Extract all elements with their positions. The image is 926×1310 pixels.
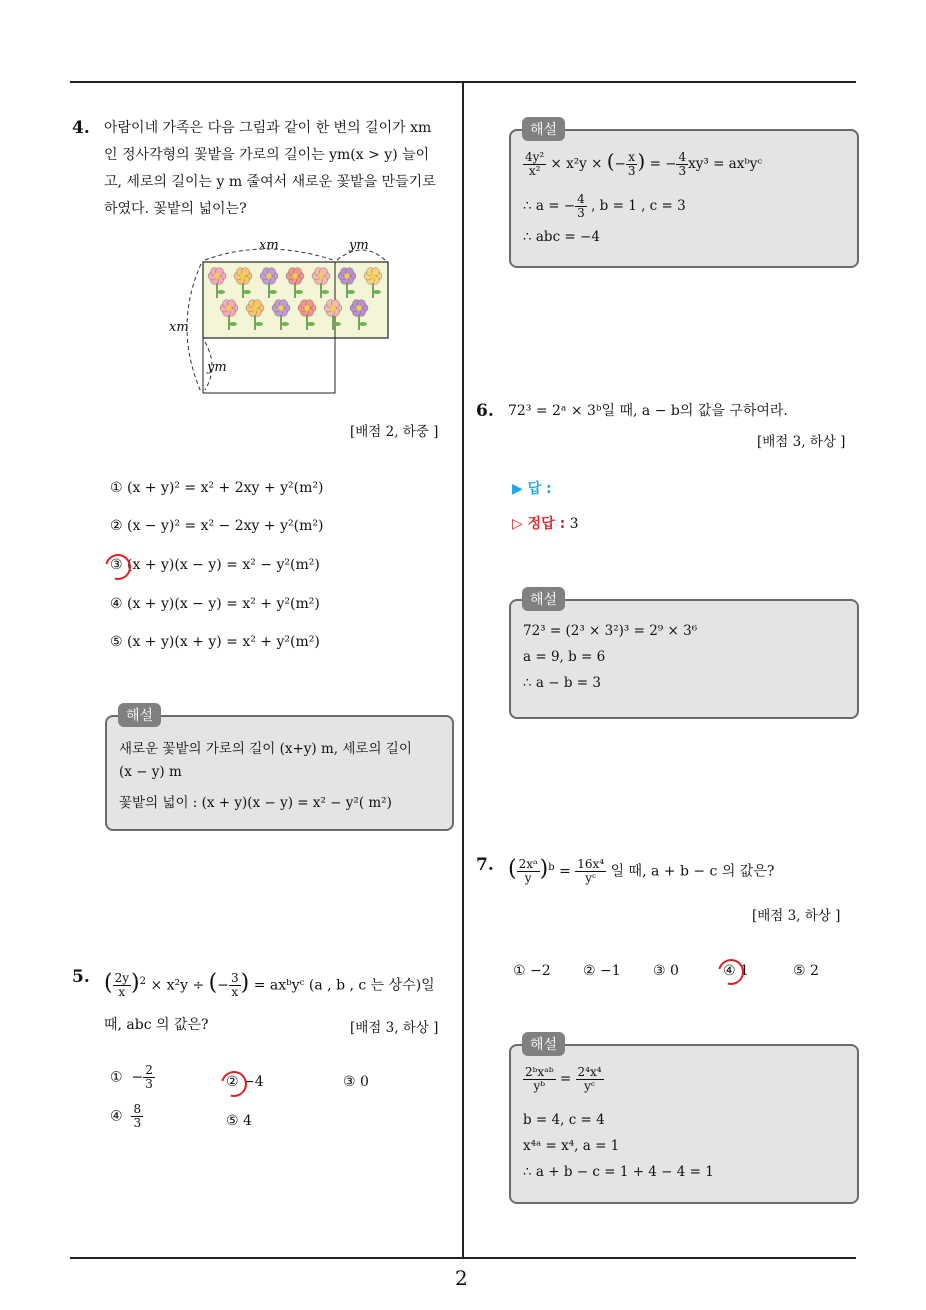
q5sol-l2-den: 3 [577, 206, 585, 220]
q4-option-5[interactable]: ⑤ (x + y)(x + y) = x² + y²(m²) [110, 634, 320, 650]
q5sol-tail: xy³ = axᵇyᶜ [688, 156, 763, 172]
fig-ym-bottom-label: ym [207, 360, 227, 375]
q5-option-3[interactable]: ③ 0 [343, 1074, 369, 1090]
q7-number: 7. [476, 855, 494, 875]
q5-opt4-num: 8 [133, 1102, 142, 1116]
q4-sol-line-2: (x − y) m [119, 764, 182, 780]
q7sol-frac2-den: yᶜ [584, 1079, 596, 1093]
q5-opt4-den: 3 [133, 1116, 142, 1130]
q7-frac1-den: y [524, 871, 532, 886]
q5-frac1-den: x [118, 985, 126, 1000]
q4-solution-tag: 해설 [118, 703, 161, 727]
page-number: 2 [455, 1266, 468, 1290]
q4-number: 4. [72, 118, 90, 138]
q5-frac2-den: x [231, 985, 239, 1000]
q5-solution-box [509, 129, 859, 268]
q5-frac1-num: 2y [114, 971, 130, 986]
q5-points: [배점 3, 하상 ] [350, 1020, 439, 1036]
q5sol-l2-tail: , b = 1 , c = 3 [591, 198, 686, 214]
q7-option-2[interactable]: ② −1 [583, 963, 621, 979]
q5-equation: ( $\frac{2y}{x}$ )$^2$ × x²y ÷ (− $\frac{3}{x}$ ) = axᵇyᶜ (a , b , c 는 상수)일 [104, 970, 435, 1000]
q4-option-4[interactable]: ④ (x + y)(x − y) = x² + y²(m²) [110, 596, 320, 612]
q7-frac2-den: yᶜ [585, 871, 597, 886]
q5-option-4[interactable] [110, 1103, 143, 1130]
q4-line-4: 하였다. 꽃밭의 넓이는? [104, 201, 247, 217]
q7-option-5[interactable]: ⑤ 2 [793, 963, 819, 979]
q7sol-frac2-num: 2⁴x⁴ [577, 1065, 602, 1079]
q5-sol-line-3: ∴ abc = −4 [523, 229, 600, 245]
q7-eq-tail: 일 때, a + b − c 의 값은? [610, 863, 775, 880]
q6-text: 72³ = 2ᵃ × 3ᵇ일 때, a − b의 값을 구하여라. [508, 403, 788, 419]
q4-answer-circle-mark [100, 549, 136, 585]
q4-line-1: 아람이네 가족은 다음 그림과 같이 한 변의 길이가 xm [104, 120, 432, 136]
q5-opt4-symbol: ④ [110, 1108, 123, 1125]
q5-line-2: 때, abc 의 값은? [104, 1017, 209, 1033]
q5sol-frac3-den: 3 [678, 164, 687, 178]
q7-sol-line-1: $\frac{\text{2ᵇxᵃᵇ}}{\text{yᵇ}}$ = $\frac{\text{2⁴x⁴}}{\text{yᶜ}}$ [525, 1065, 602, 1093]
q4-sol-line-3: 꽃밭의 넓이 : (x + y)(x − y) = x² − y²( m²) [119, 795, 392, 811]
q7-option-3[interactable]: ③ 0 [653, 963, 679, 979]
q6-sol-line-2: a = 9, b = 6 [523, 649, 606, 665]
q6-sol-line-1: 72³ = (2³ × 3²)³ = 2⁹ × 3⁶ [523, 623, 698, 639]
q4-option-1[interactable]: ① (x + y)² = x² + 2xy + y²(m²) [110, 480, 324, 496]
q6-sol-line-3: ∴ a − b = 3 [523, 675, 601, 691]
q4-line-2: 인 정사각형의 꽃밭을 가로의 길이는 ym(x > y) 늘이 [104, 147, 430, 163]
q7sol-frac1-num: 2ᵇxᵃᵇ [525, 1065, 554, 1079]
q7-answer-circle-mark [713, 954, 749, 990]
q5-option-2[interactable]: ② −4 [226, 1074, 264, 1090]
q5sol-frac1-num: 4y² [525, 150, 545, 164]
q7-sol-line-4: ∴ a + b − c = 1 + 4 − 4 = 1 [523, 1164, 714, 1180]
q6-solution-tag: 해설 [522, 587, 565, 611]
q5sol-frac3-num: 4 [678, 150, 687, 164]
q7sol-frac1-den: yᵇ [533, 1079, 546, 1093]
q6-correct-label: ▷ 정답 : [512, 516, 566, 532]
q4-sol-line-1: 새로운 꽃밭의 가로의 길이 (x+y) m, 세로의 길이 [119, 741, 412, 757]
q6-points: [배점 3, 하상 ] [757, 434, 846, 450]
q5-eq-tail: = axᵇyᶜ (a , b , c 는 상수)일 [253, 977, 435, 994]
q4-option-2[interactable]: ② (x − y)² = x² − 2xy + y²(m²) [110, 518, 324, 534]
q7-frac2-num: 16x⁴ [577, 857, 605, 872]
q4-option-3[interactable]: ③ (x + y)(x − y) = x² − y²(m²) [110, 557, 320, 573]
q7-solution-box [509, 1044, 859, 1204]
q7-sol-line-2: b = 4, c = 4 [523, 1112, 605, 1128]
q7-points: [배점 3, 하상 ] [752, 908, 841, 924]
column-divider [462, 82, 464, 1258]
q4-line-3: 고, 세로의 길이는 y m 줄여서 새로운 꽃밭을 만들기로 [104, 174, 436, 190]
q7-option-4[interactable]: ④ 1 [723, 963, 749, 979]
q4-figure [165, 232, 395, 400]
q5-option-1[interactable]: ① − $\frac{2}{3}$ [110, 1063, 153, 1091]
q5sol-mid: × x²y × [550, 156, 603, 172]
q5sol-l2-num: 4 [577, 192, 585, 206]
q5-solution-tag: 해설 [522, 117, 565, 141]
q5sol-eq: = − [649, 156, 677, 172]
q4-text [104, 115, 456, 223]
q5sol-frac1-den: x² [528, 164, 541, 178]
q7-solution-tag: 해설 [522, 1032, 565, 1056]
q5-answer-circle-mark [216, 1066, 252, 1102]
q7-option-1[interactable]: ① −2 [513, 963, 551, 979]
q4-solution-box [105, 715, 454, 831]
q5-number: 5. [72, 967, 90, 987]
q6-correct-value: 3 [569, 516, 579, 532]
q7-power: b [548, 862, 555, 873]
q5-sol-line-1: $\frac{\text{4y²}}{\text{x²}}$ × x²y × (− $\frac{x}{3}$ ) = − $\frac{4}{3}$ xy³ = axᵇyᶜ [525, 149, 763, 178]
q5sol-frac2-num: x [626, 151, 638, 165]
q5sol-l2-pre: ∴ a = − [523, 198, 576, 214]
q5-opt1-symbol: ① [110, 1069, 123, 1086]
bottom-rule [70, 1257, 856, 1259]
q6-number: 6. [476, 401, 494, 421]
q7-sol-line-3: x⁴ᵃ = x⁴, a = 1 [523, 1138, 620, 1154]
fig-xm-left-label: xm [169, 320, 189, 335]
q5sol-frac2-den: 3 [627, 164, 636, 178]
q5-option-5[interactable]: ⑤ 4 [226, 1113, 252, 1129]
q6-solution-box [509, 599, 859, 719]
q6-answer-label: ▶ 답 : [512, 481, 552, 497]
q4-points: [배점 2, 하중 ] [350, 424, 439, 440]
fig-xm-top-label: xm [259, 238, 279, 253]
q6-correct-answer [512, 513, 579, 533]
fig-ym-top-label: ym [349, 238, 369, 253]
q5-frac2-num: 3 [231, 971, 239, 986]
q5-opt1-num: 2 [145, 1063, 153, 1077]
garden-diagram [165, 232, 395, 400]
q5-sol-line-2 [523, 193, 686, 220]
q5-eq-mid: × x²y ÷ [150, 977, 205, 994]
q7-frac1-num: 2xᵃ [518, 857, 538, 872]
q5-opt1-den: 3 [145, 1077, 153, 1091]
q7-equation: ( $\frac{\text{2xᵃ}}{y}$ )$^b$ = $\frac{\text{16x⁴}}{\text{yᶜ}}$ 일 때, a + b − c 의 값은? [508, 856, 775, 886]
